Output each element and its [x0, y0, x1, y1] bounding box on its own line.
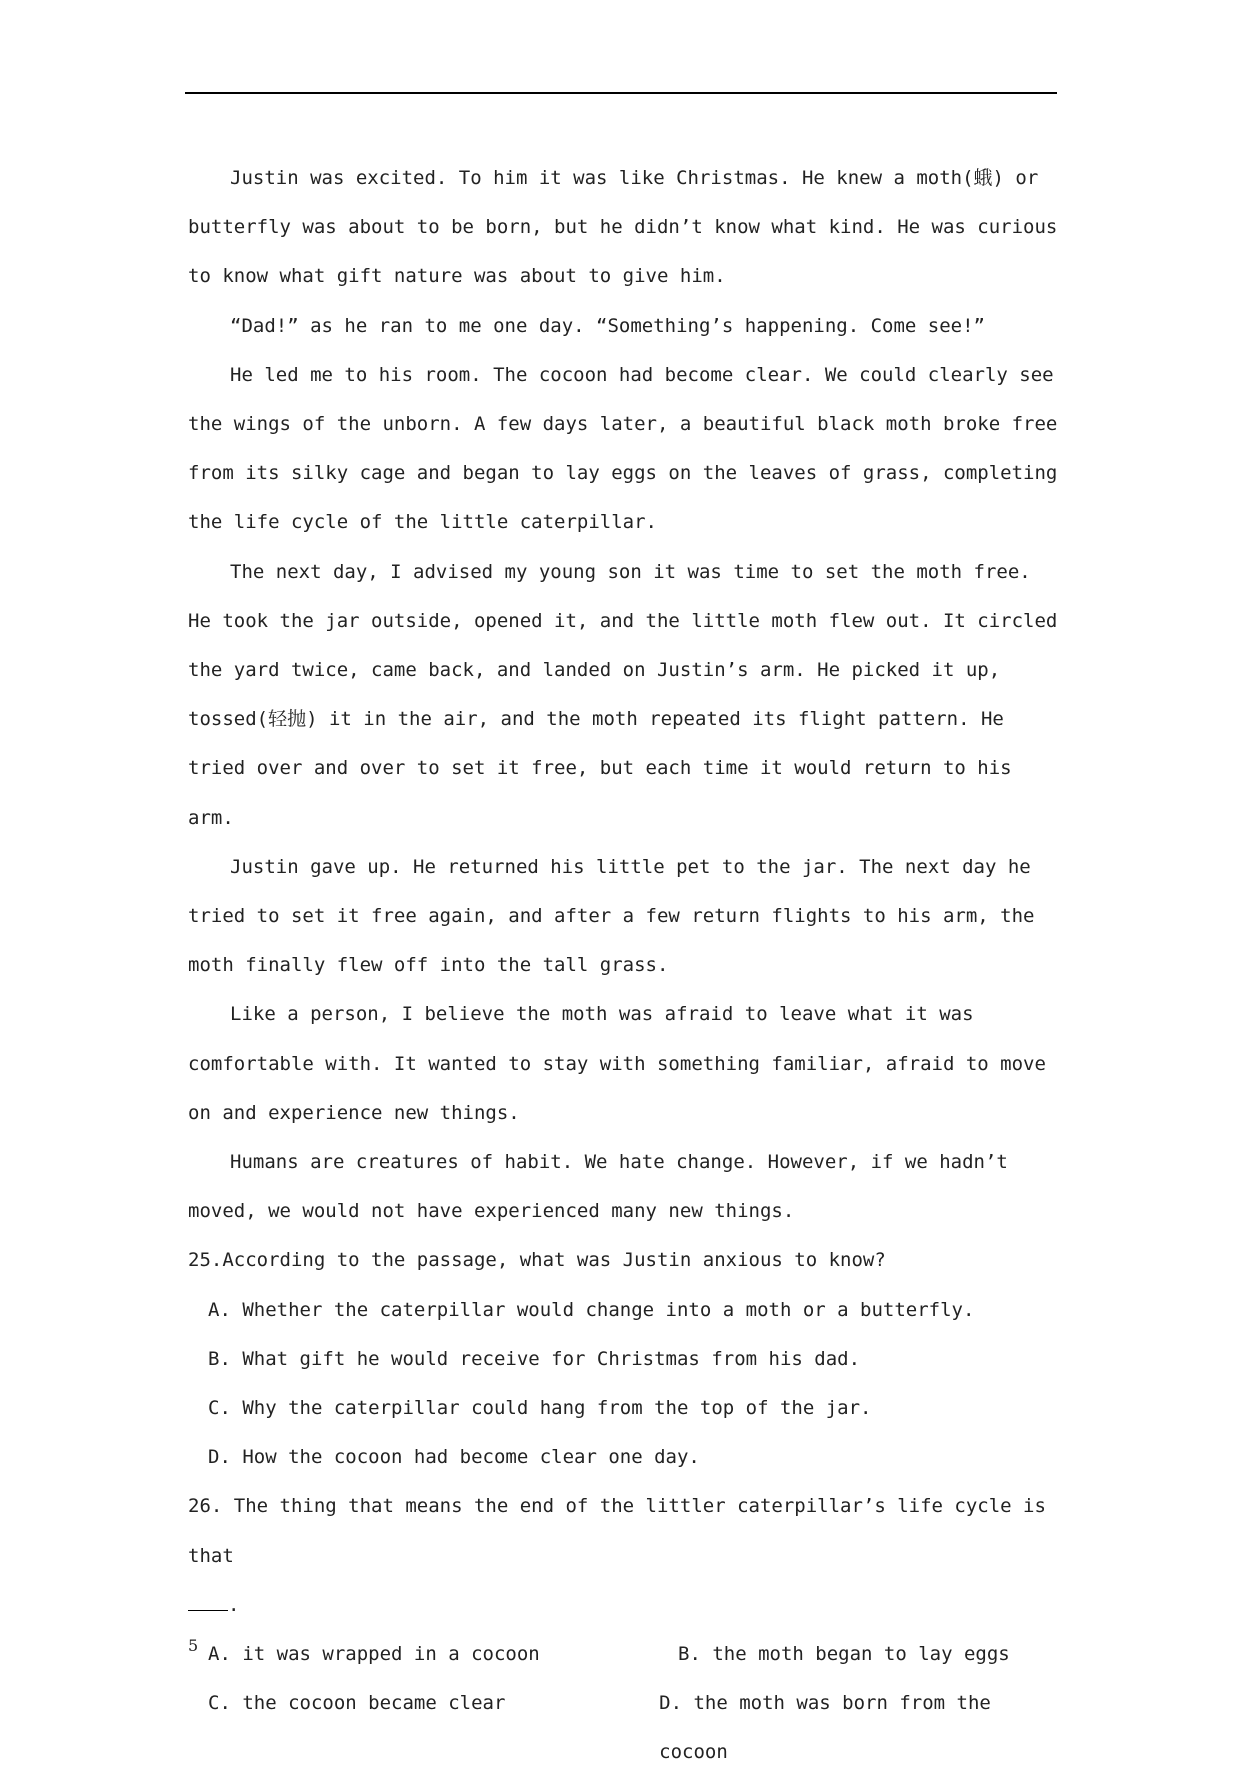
question-26-blank-line: [188, 1581, 1063, 1630]
header-rule: [185, 92, 1057, 94]
paragraph: Justin was excited. To him it was like Christmas. He knew a moth(蛾) or butterfly was about to be born, but he didn’t know what kind. He was curious to know what gift nature was about to give him.: [188, 167, 1058, 288]
question-25-stem: 25.According to the passage, what was Justin anxious to know?: [188, 1249, 886, 1272]
question-26-options-row-2: [208, 1679, 1063, 1777]
paragraph: “Dad!” as he ran to me one day. “Something’s happening. Come see!”: [230, 314, 985, 337]
question-25-option-b: B. What gift he would receive for Christmas from his dad.: [208, 1347, 861, 1370]
question-25-option-d: D. How the cocoon had become clear one day.: [208, 1446, 700, 1469]
document-body: [188, 154, 1063, 1778]
paragraph: The next day, I advised my young son it was time to set the moth free. He took the jar outside, opened it, and the little moth flew out. It circled the yard twice, came back, and landed on Justin’s arm. He picked it up, tossed(轻抛) it in the air, and the moth repeated its flight pattern. He tried over and over to set it free, but each time it would return to his arm.: [188, 560, 1058, 829]
question-26-stem: 26. The thing that means the end of the littler caterpillar’s life cycle is that: [188, 1495, 1046, 1567]
blank-period: .: [228, 1593, 240, 1616]
question-26-options-row-1: [208, 1630, 1063, 1679]
paragraph: He led me to his room. The cocoon had become clear. We could clearly see the wings of the unborn. A few days later, a beautiful black moth broke free from its silky cage and began to lay eggs on the leaves of grass, completing the life cycle of the little caterpillar.: [188, 363, 1058, 534]
question-25-option-c: C. Why the caterpillar could hang from the top of the jar.: [208, 1397, 872, 1420]
paragraph: Justin gave up. He returned his little pet to the jar. The next day he tried to set it free again, and after a few return flights to his arm, the moth finally flew off into the tall grass.: [188, 855, 1035, 977]
answer-blank: [188, 1588, 228, 1611]
question-26-option-b: B. the moth began to lay eggs: [678, 1643, 1010, 1666]
paragraph: Like a person, I believe the moth was afraid to leave what it was comfortable with. It wanted to stay with something familiar, afraid to move on and experience new things.: [188, 1003, 1046, 1124]
question-25-option-a: A. Whether the caterpillar would change into a moth or a butterfly.: [208, 1298, 975, 1321]
question-26-option-c: C. the cocoon became clear: [208, 1692, 506, 1715]
paragraph: Humans are creatures of habit. We hate change. However, if we hadn’t moved, we would not have experienced many new things.: [188, 1151, 1008, 1223]
question-26-option-a: A. it was wrapped in a cocoon: [208, 1643, 540, 1666]
page-number: 5: [188, 1636, 199, 1655]
question-26-option-d: D. the moth was born from the cocoon: [659, 1692, 991, 1764]
